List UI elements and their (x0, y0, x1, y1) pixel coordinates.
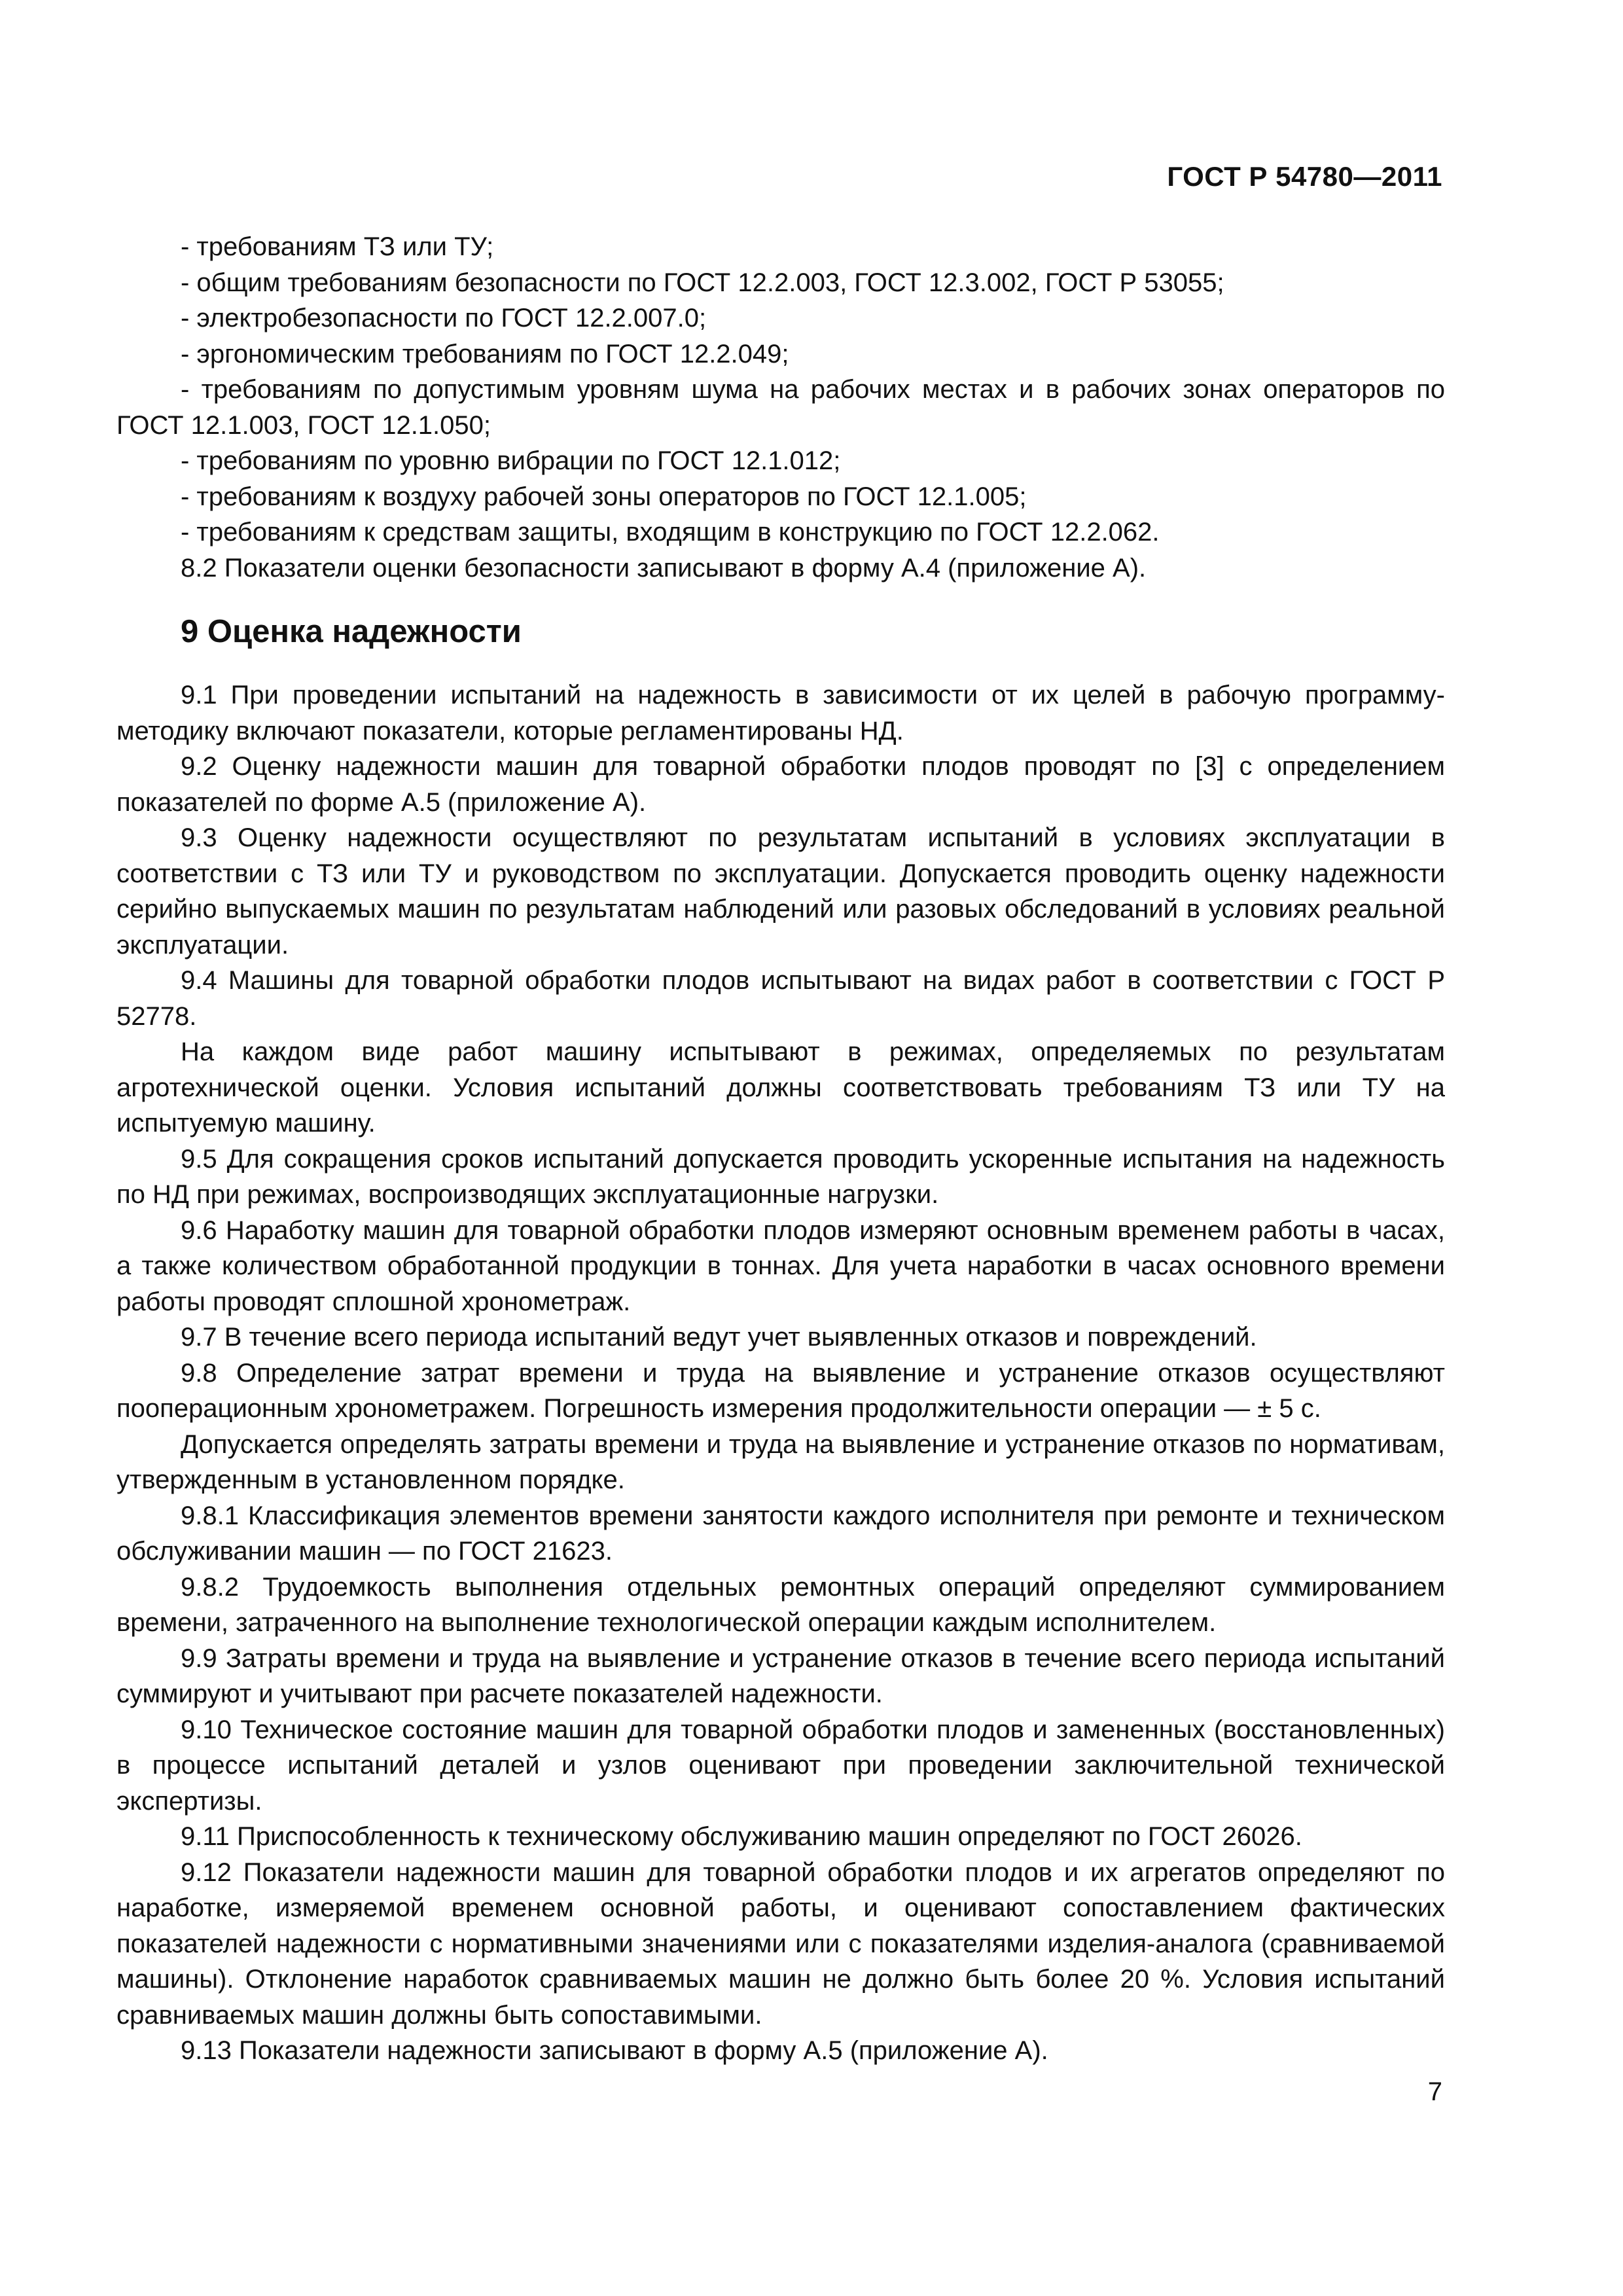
list-item: - требованиям по уровню вибрации по ГОСТ 12.1.012; (181, 446, 841, 475)
paragraph-9-5: 9.5 Для сокращения сроков испытаний допускается проводить ускоренные испытания на надежность по НД при режимах, воспроизводящих эксплуатационные нагрузки. (116, 1144, 1445, 1209)
paragraph-9-10: 9.10 Техническое состояние машин для товарной обработки плодов и замененных (восстановленных) в процессе испытаний деталей и узлов оценивают при проведении заключительной технической экспертизы. (116, 1715, 1445, 1816)
paragraph-9-8: 9.8 Определение затрат времени и труда на выявление и устранение отказов осуществляют пооперационным хронометражем. Погрешность измерения продолжительности операции — ± 5 с. (116, 1358, 1445, 1423)
paragraph-9-8-1: 9.8.1 Классификация элементов времени занятости каждого исполнителя при ремонте и техническом обслуживании машин — по ГОСТ 21623. (116, 1501, 1445, 1566)
list-item: - требованиям по допустимым уровням шума на рабочих местах и в рабочих зонах операторов по ГОСТ 12.1.003, ГОСТ 12.1.050; (116, 375, 1445, 440)
document-id-header: ГОСТ Р 54780—2011 (1167, 161, 1442, 192)
paragraph-9-2: 9.2 Оценку надежности машин для товарной обработки плодов проводят по [3] с определением показателей по форме А.5 (приложение А). (116, 752, 1445, 817)
paragraph-9-11: 9.11 Приспособленность к техническому обслуживанию машин определяют по ГОСТ 26026. (181, 1822, 1302, 1851)
list-item: - требованиям к средствам защиты, входящим в конструкцию по ГОСТ 12.2.062. (181, 518, 1160, 547)
paragraph-9-8-cont: Допускается определять затраты времени и труда на выявление и устранение отказов по нормативам, утвержденным в установленном порядке. (116, 1429, 1445, 1494)
paragraph-9-4-cont: На каждом виде работ машину испытывают в режимах, определяемых по результатам агротехнической оценки. Условия испытаний должны соответствовать требованиям ТЗ или ТУ на испытуемую машину. (116, 1037, 1445, 1138)
paragraph-9-7: 9.7 В течение всего периода испытаний ведут учет выявленных отказов и повреждений. (181, 1323, 1257, 1352)
paragraph-9-1: 9.1 При проведении испытаний на надежность в зависимости от их целей в рабочую программу-методику включают показатели, которые регламентированы НД. (116, 681, 1445, 745)
list-item: - общим требованиям безопасности по ГОСТ 12.2.003, ГОСТ 12.3.002, ГОСТ Р 53055; (181, 268, 1224, 297)
list-item: - эргономическим требованиям по ГОСТ 12.2.049; (181, 339, 789, 368)
paragraph-9-9: 9.9 Затраты времени и труда на выявление и устранение отказов в течение всего периода испытаний суммируют и учитывают при расчете показателей надежности. (116, 1643, 1445, 1708)
page-body (116, 229, 1445, 2069)
page-number: 7 (1427, 2077, 1442, 2106)
paragraph-9-4: 9.4 Машины для товарной обработки плодов испытывают на видах работ в соответствии с ГОСТ Р 52778. (116, 966, 1445, 1031)
paragraph-9-3: 9.3 Оценку надежности осуществляют по результатам испытаний в условиях эксплуатации в соответствии с ТЗ или ТУ и руководством по эксплуатации. Допускается проводить оценку надежности серийно выпускаемых машин по результатам наблюдений или разовых обследований в условиях реальной эксплуатации. (116, 823, 1445, 960)
paragraph-9-6: 9.6 Наработку машин для товарной обработки плодов измеряют основным временем работы в часах, а также количеством обработанной продукции в тоннах. Для учета наработки в часах основного времени работы проводят сплошной хронометраж. (116, 1215, 1445, 1316)
list-item: - требованиям к воздуху рабочей зоны операторов по ГОСТ 12.1.005; (181, 482, 1027, 511)
paragraph-9-13: 9.13 Показатели надежности записывают в форму А.5 (приложение А). (181, 2036, 1048, 2065)
list-item: - требованиям ТЗ или ТУ; (181, 232, 494, 261)
section-heading: 9 Оценка надежности (181, 614, 522, 649)
paragraph-9-12: 9.12 Показатели надежности машин для товарной обработки плодов и их агрегатов определяют по наработке, измеряемой временем основной работы, и оценивают сопоставлением фактических показателей надежности с нормативными значениями или с показателями изделия-аналога (сравниваемой машины). Отклонение наработок сравниваемых машин не должно быть более 20 %. Условия испытаний сравниваемых машин должны быть сопоставимыми. (116, 1857, 1445, 2030)
paragraph-8-2: 8.2 Показатели оценки безопасности записывают в форму А.4 (приложение А). (181, 553, 1147, 583)
list-item: - электробезопасности по ГОСТ 12.2.007.0; (181, 304, 707, 332)
paragraph-9-8-2: 9.8.2 Трудоемкость выполнения отдельных ремонтных операций определяют суммированием времени, затраченного на выполнение технологической операции каждым исполнителем. (116, 1572, 1445, 1637)
